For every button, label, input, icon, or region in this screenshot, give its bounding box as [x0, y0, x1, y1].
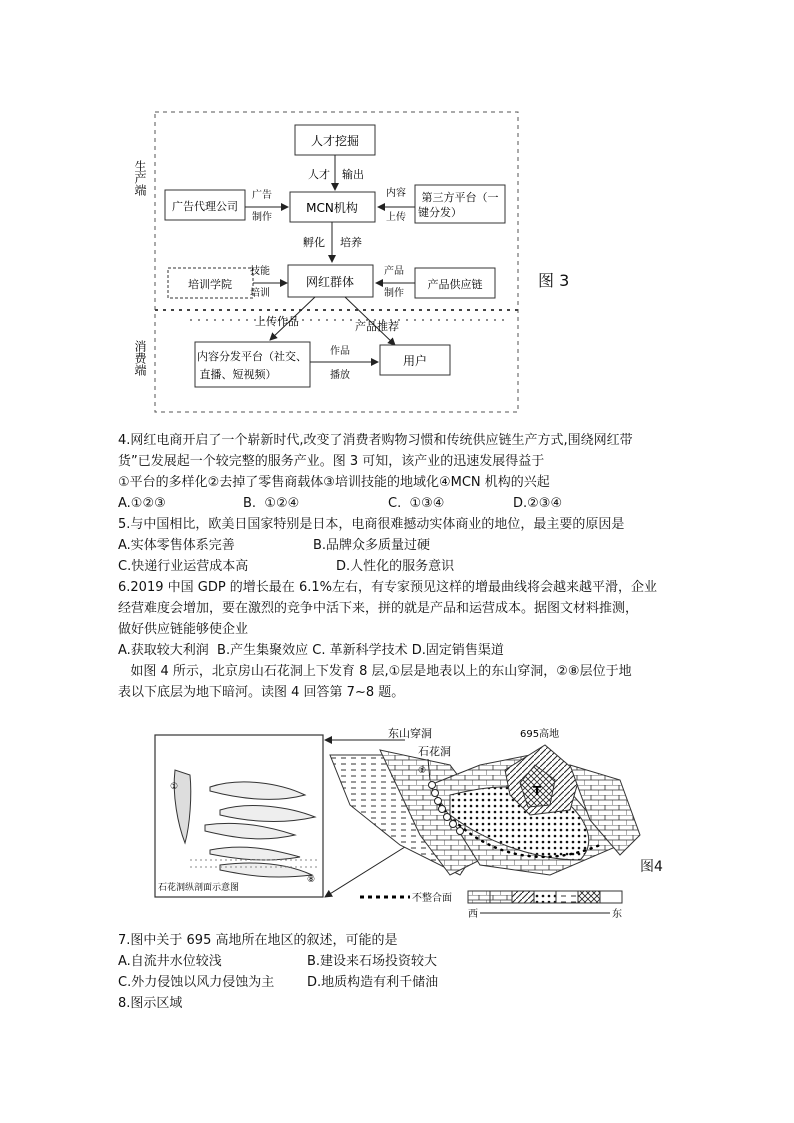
recommend-label: 产品推荐 [355, 320, 399, 333]
direction-east: 东 [612, 909, 622, 920]
q5-option-d[interactable]: D.人性化的服务意识 [336, 559, 455, 574]
q7-options-row-1 [118, 951, 678, 972]
q7-option-d[interactable]: D.地质构造有利千储油 [307, 975, 439, 990]
dongshan-cave-label: 东山穿洞 [388, 727, 432, 740]
platform-text-2: 直播、短视频） [199, 368, 277, 381]
q7-option-c[interactable]: C.外力侵蚀以风力侵蚀为主 [118, 975, 275, 990]
questions-block-lower [118, 930, 678, 1014]
inset-caption: 石花洞纵剖面示意图 [158, 883, 240, 893]
ad-label-1: 广告 [252, 190, 272, 201]
q5-option-c[interactable]: C.快递行业运营成本高 [118, 559, 249, 574]
figure-4-svg [150, 725, 670, 920]
q5-options-row-1 [118, 535, 678, 556]
q7-option-b[interactable]: B.建设来石场投资较大 [307, 954, 438, 969]
core-T-label: T [533, 784, 542, 798]
q7-option-a[interactable]: A.自流井水位较浅 [118, 954, 222, 969]
hill-695-label: 695高地 [520, 729, 560, 740]
consumer-side-text: 消费端 [133, 340, 147, 376]
q4-stem-2: 货”已发展起一个较完整的服务产业。图 3 可知，该产业的迅速发展得益于 [118, 454, 545, 469]
q6-options: A.获取较大利润 B.产生集聚效应 C. 革新科学技术 D.固定销售渠道 [118, 643, 504, 658]
q5-option-b[interactable]: B.品牌众多质量过硬 [313, 538, 431, 553]
training-text: 培训学院 [188, 278, 232, 291]
q4-options [118, 493, 678, 514]
influencer-text: 网红群体 [305, 275, 355, 289]
figure-3-flowchart [130, 110, 530, 415]
figure-4-geology [150, 725, 670, 920]
skill-label-2: 培训 [250, 288, 270, 299]
talent-box-text: 人才挖掘 [310, 134, 360, 148]
inset-marker-8: ⑧ [307, 875, 316, 885]
q4-option-c[interactable]: C. ①③④ [388, 496, 445, 511]
supply-chain-text: 产品供应链 [427, 278, 483, 291]
legend-swatches [468, 891, 622, 903]
q6-stem-3: 做好供应链能够使企业 [118, 622, 249, 637]
consumer-side-label [133, 339, 147, 376]
third-party-text-1: 第三方平台（一 [421, 191, 499, 204]
q4-statements: ①平台的多样化②去掉了零售商载体③培训技能的地域化④MCN 机构的兴起 [118, 475, 550, 490]
q5-stem: 5.与中国相比，欧美日国家特别是日本，电商很难撼动实体商业的地位，最主要的原因是 [118, 517, 625, 532]
user-text: 用户 [402, 354, 428, 368]
q7-stem: 7.图中关于 695 高地所在地区的叙述，可能的是 [118, 933, 398, 948]
third-party-text-2: 键分发） [418, 206, 462, 219]
play-label-1: 作品 [330, 346, 350, 357]
q5-options-row-2 [118, 556, 678, 577]
ad-label-2: 制作 [252, 212, 272, 223]
incubate-label: 孵化 [303, 236, 325, 249]
product-label-2: 制作 [384, 288, 404, 299]
intro-line-1: 如图 4 所示，北京房山石花洞上下发育 8 层,①层是地表以上的东山穿洞，②⑧层位于地 [118, 664, 632, 679]
q5-option-a[interactable]: A.实体零售体系完善 [118, 538, 235, 553]
q4-option-a[interactable]: A.①②③ [118, 496, 166, 511]
producer-side-text: 生产端 [133, 160, 147, 196]
questions-block-upper [118, 430, 678, 703]
q6-stem-1: 6.2019 中国 GDP 的增长最在 6.1%左右，有专家预见这样的增最曲线将会越来越平滑，企业 [118, 580, 657, 595]
content-label-1: 内容 [386, 188, 406, 199]
cave-marker-1: ① [418, 766, 427, 776]
inset-marker-1: ① [170, 782, 179, 792]
talent-out-label: 人才 [308, 168, 330, 181]
q4-option-d[interactable]: D.②③④ [513, 496, 563, 511]
shihua-cave-label: 石花洞 [418, 745, 451, 758]
figure-3-caption: 图 3 [538, 271, 570, 290]
legend-unconformity-label: 不整合面 [412, 893, 452, 904]
figure-4-caption: 图4 [640, 859, 663, 875]
play-label-2: 播放 [330, 370, 350, 381]
cultivate-label: 培养 [340, 236, 362, 249]
skill-label-1: 技能 [250, 266, 270, 277]
upload-works-label: 上传作品 [255, 315, 299, 328]
q4-stem-1: 4.网红电商开启了一个崭新时代,改变了消费者购物习惯和传统供应链生产方式,围绕网红带 [118, 433, 633, 448]
content-label-2: 上传 [386, 212, 406, 223]
output-label: 输出 [342, 168, 364, 181]
platform-text-1: 内容分发平台（社交、 [197, 350, 307, 363]
intro-line-2: 表以下底层为地下暗河。读图 4 回答第 7~8 题。 [118, 685, 405, 700]
direction-west: 西 [468, 909, 478, 920]
mcn-box-text: MCN机构 [306, 201, 358, 215]
ad-agency-text: 广告代理公司 [172, 200, 238, 213]
q7-options-row-2 [118, 972, 678, 993]
product-label-1: 产品 [384, 266, 404, 277]
producer-side-label [133, 159, 147, 196]
q6-stem-2: 经营难度会增加，要在激烈的竞争中活下来，拼的就是产品和运营成本。据图文材料推测， [118, 601, 639, 616]
q4-option-b[interactable]: B. ①②④ [243, 496, 300, 511]
figure-3-svg [130, 110, 530, 415]
q8-stem: 8.图示区域 [118, 996, 183, 1011]
